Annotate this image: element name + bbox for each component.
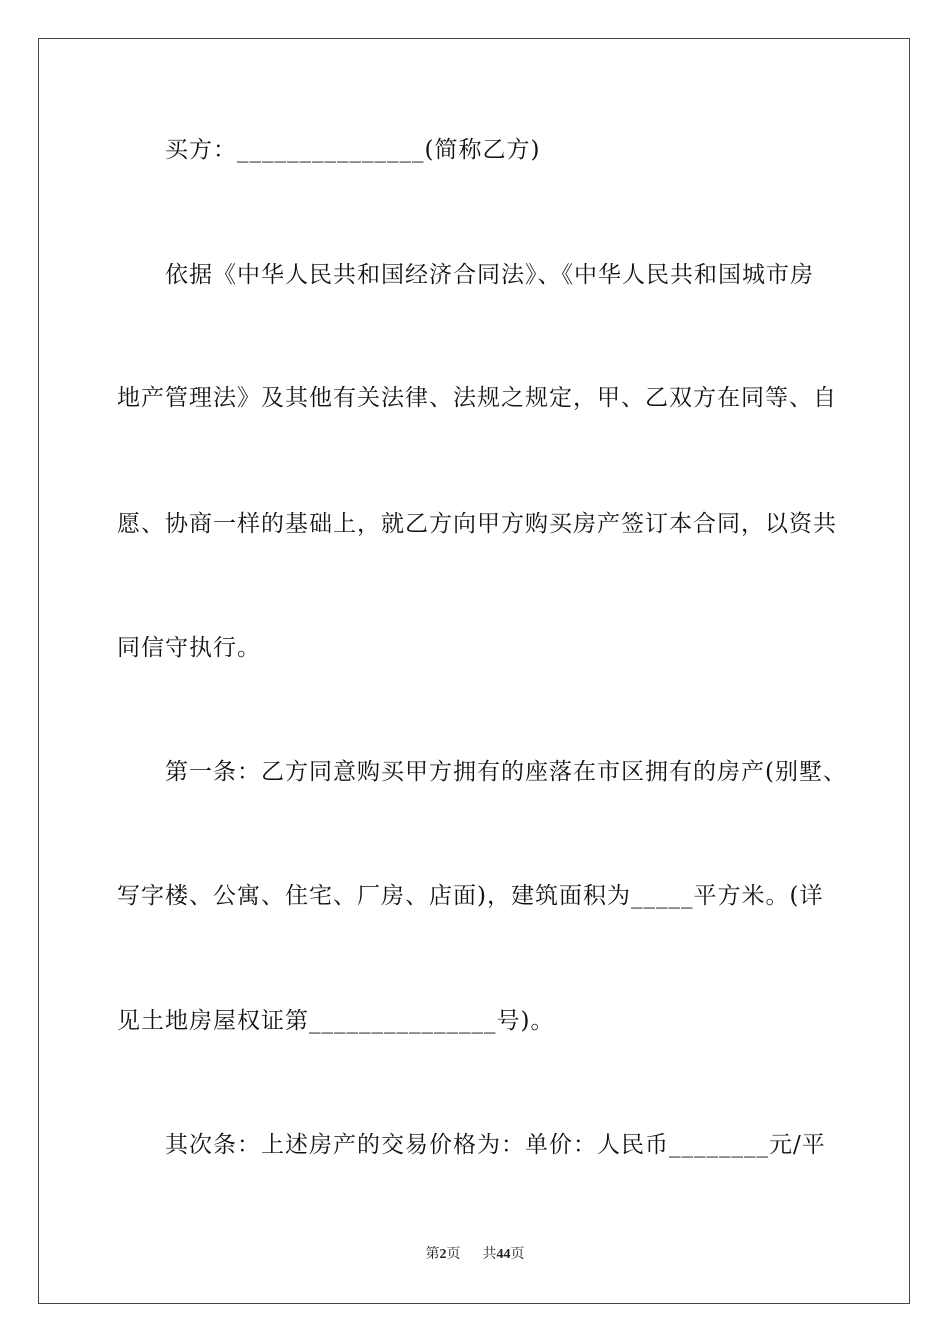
- article-two-line: 其次条：上述房产的交易价格为：单价：人民币________元/平: [165, 1132, 826, 1158]
- footer-page-prefix: 第: [425, 1247, 440, 1262]
- article-one-line: 写字楼、公寓、住宅、厂房、店面)，建筑面积为_____平方米。(详: [117, 883, 824, 909]
- footer-total-suffix: 页: [510, 1247, 525, 1262]
- footer-page-current: 2: [439, 1247, 447, 1262]
- footer-page-suffix: 页: [446, 1247, 461, 1262]
- paragraph-line: 同信守执行。: [117, 635, 261, 661]
- footer-page-total: 44: [496, 1247, 511, 1262]
- paragraph-line: 愿、协商一样的基础上，就乙方向甲方购买房产签订本合同，以资共: [117, 511, 837, 537]
- page-frame: [38, 38, 910, 1304]
- footer-total-prefix: 共: [482, 1247, 497, 1262]
- article-one-line: 见土地房屋权证第_______________号)。: [117, 1008, 555, 1034]
- article-one-line: 第一条：乙方同意购买甲方拥有的座落在市区拥有的房产(别墅、: [165, 759, 847, 785]
- page-footer: [0, 1246, 950, 1264]
- buyer-line: 买方：_______________(简称乙方): [165, 137, 541, 163]
- paragraph-line: 依据《中华人民共和国经济合同法》、《中华人民共和国城市房: [165, 262, 814, 288]
- paragraph-line: 地产管理法》及其他有关法律、法规之规定，甲、乙双方在同等、自: [117, 385, 837, 411]
